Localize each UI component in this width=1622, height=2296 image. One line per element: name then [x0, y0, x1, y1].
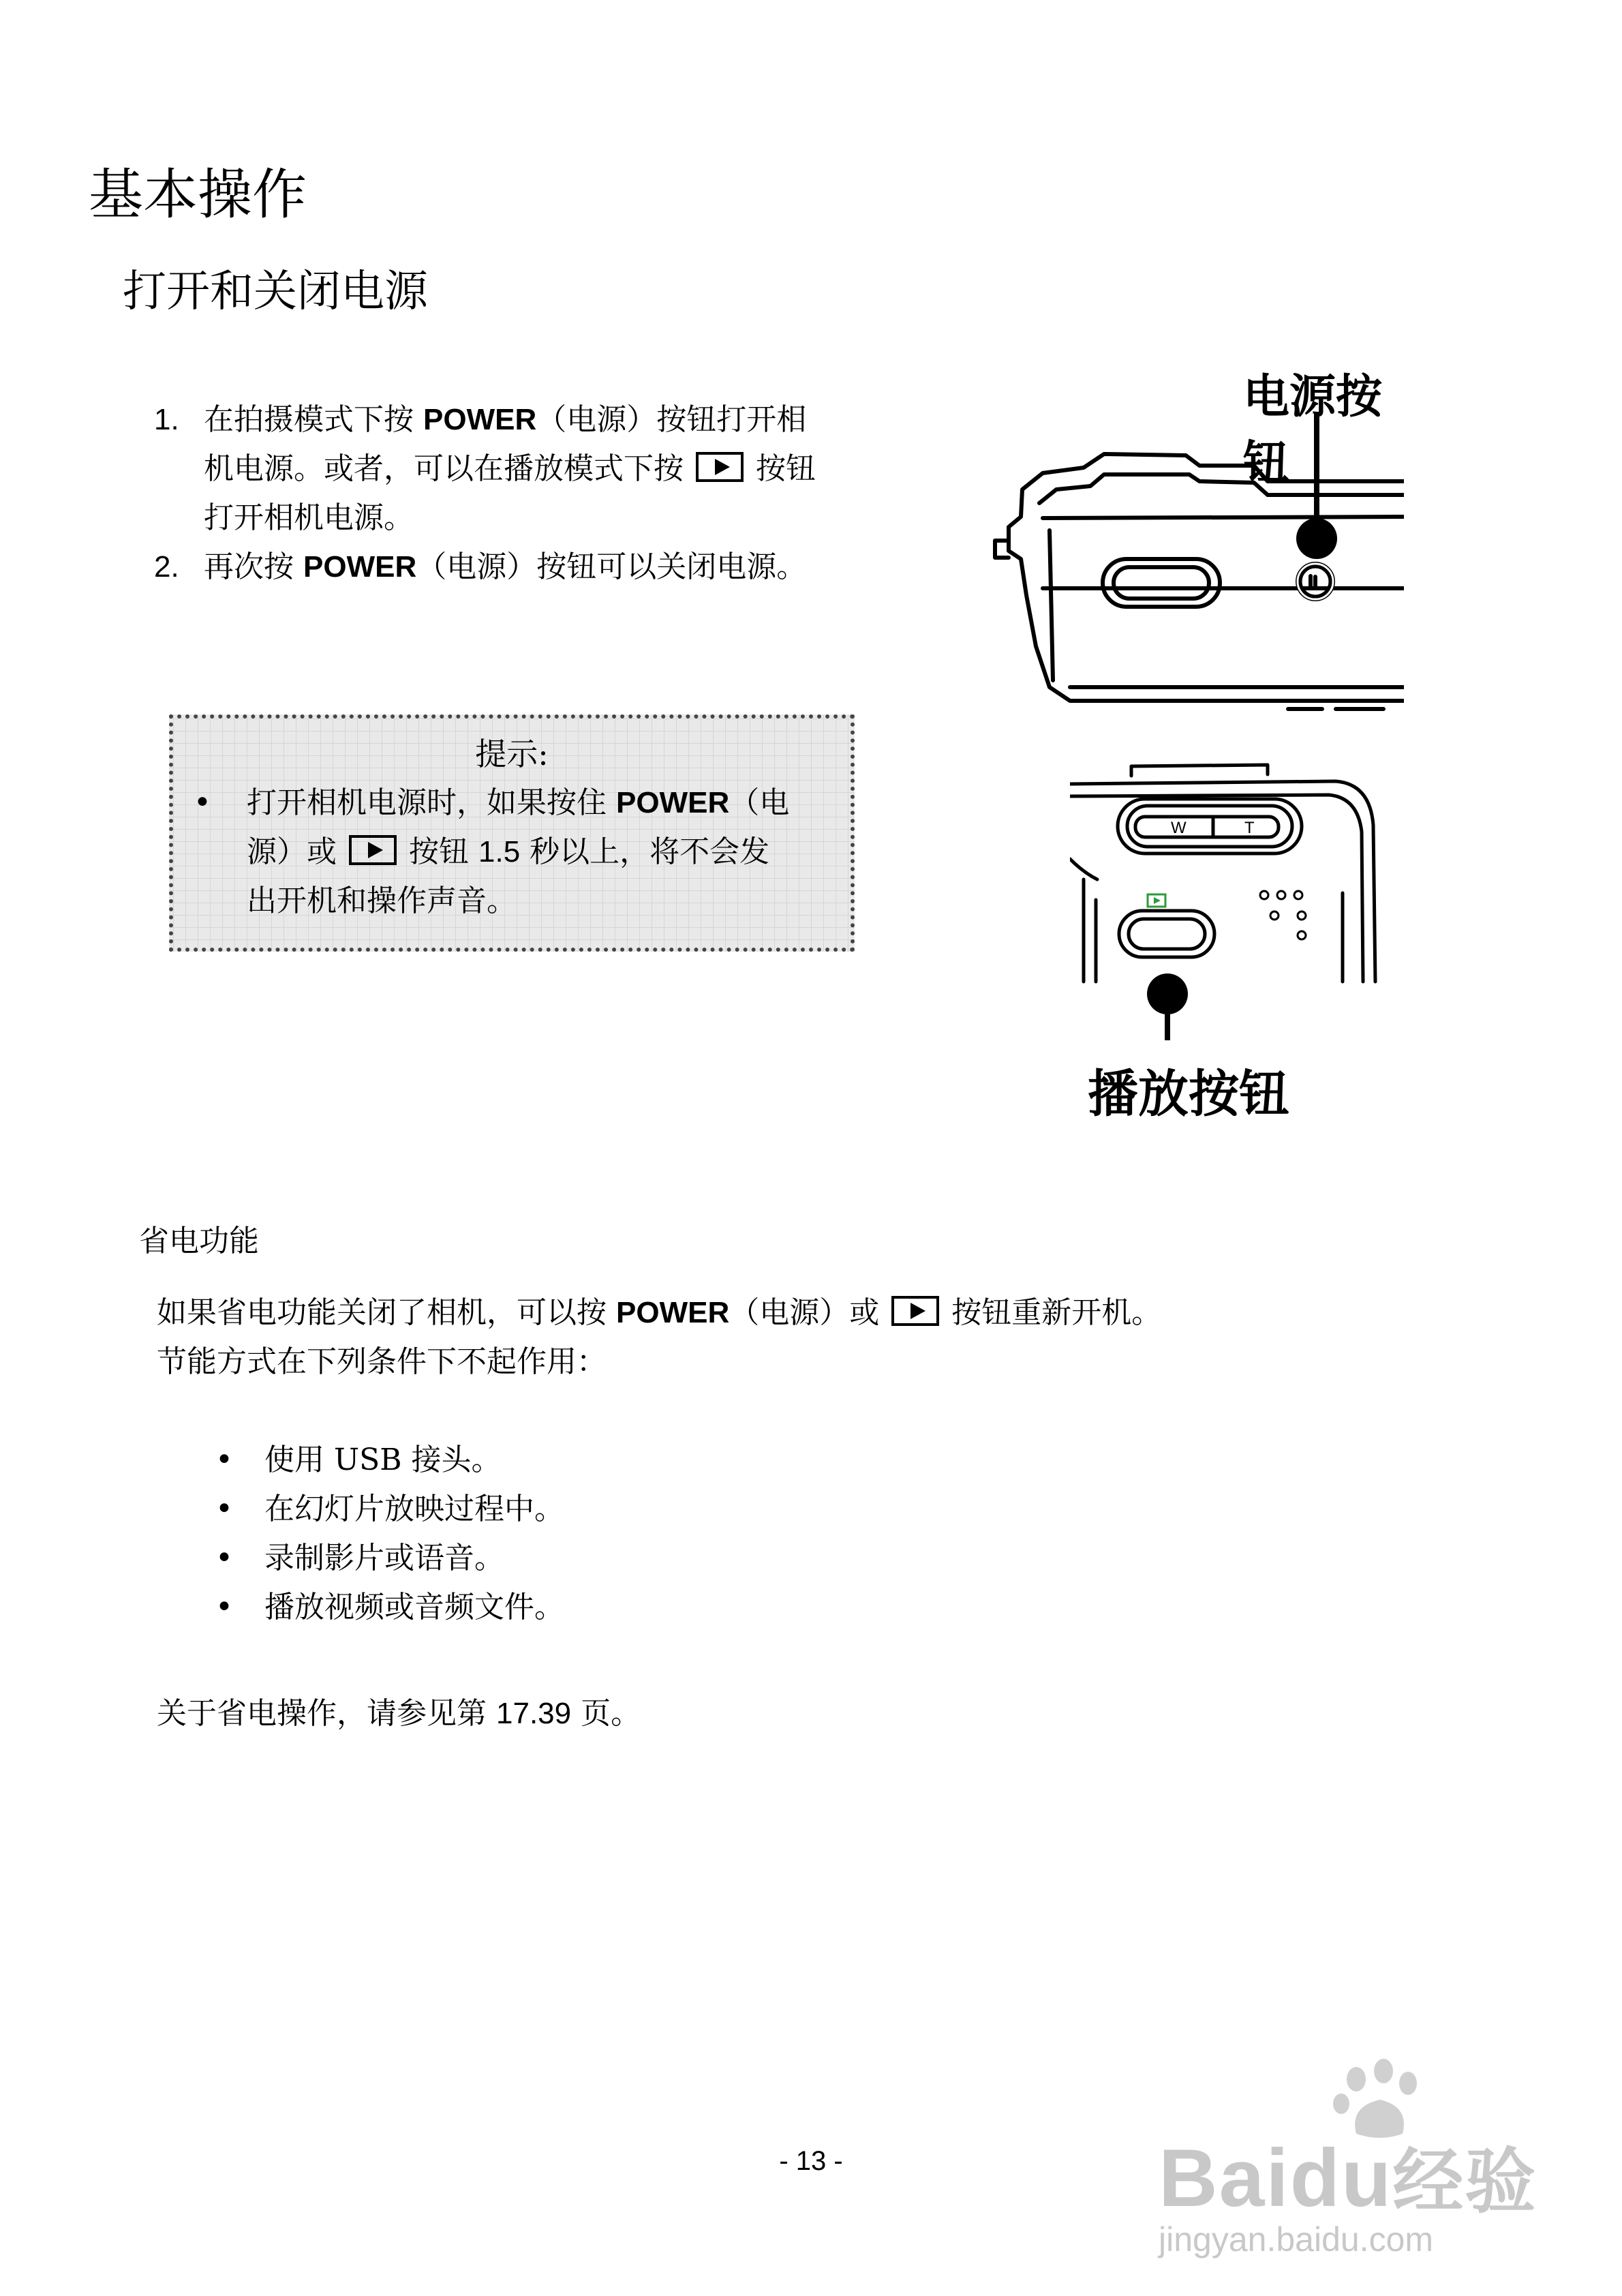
step-1-line-2: 机电源。或者，可以在播放模式下按 按钮: [204, 451, 816, 486]
baidu-jingyan-watermark: [1159, 2059, 1595, 2263]
step-number: 2.: [154, 550, 179, 584]
page-heading: 基本操作: [89, 163, 307, 226]
watermark-brand-2: du: [1289, 2132, 1393, 2224]
power-keyword: POWER: [616, 1296, 730, 1329]
step-2: 2. 再次按 POWER（电源）按钮可以关闭电源。: [154, 543, 917, 592]
playback-button-caption: 播放按钮: [1088, 1065, 1289, 1123]
zoom-t-label: T: [1244, 819, 1255, 837]
camera-top-illustration: [968, 360, 1404, 728]
list-item: • 使用 USB 接头。: [215, 1442, 502, 1477]
power-button-caption: 电源按钮: [1243, 370, 1383, 490]
step-1: [154, 395, 917, 543]
playback-button-figure: [1070, 757, 1390, 1125]
page-number: - 13 -: [779, 2146, 843, 2176]
power-keyword: POWER: [423, 403, 537, 436]
section-heading: 打开和关闭电源: [123, 267, 428, 317]
watermark-brand: Bai: [1159, 2132, 1290, 2224]
power-saving-title: 省电功能: [139, 1224, 259, 1258]
power-steps: [154, 395, 917, 592]
power-saving-paragraph: 如果省电功能关闭了相机，可以按 POWER（电源）或 按钮重新开机。 节能方式在下列条件下不起作用：: [157, 1295, 1162, 1379]
bullet: •: [194, 785, 211, 820]
step-1-line-1: 在拍摄模式下按 POWER（电源）按钮打开相: [204, 402, 807, 437]
exception-list: [215, 1436, 1306, 1632]
power-keyword: POWER: [616, 786, 730, 819]
zoom-w-label: W: [1171, 819, 1187, 837]
step-number: 1.: [154, 403, 179, 436]
list-item: • 在幻灯片放映过程中。: [215, 1492, 564, 1526]
power-button-figure: [968, 360, 1404, 728]
power-keyword: POWER: [303, 550, 417, 584]
tip-item: • 打开相机电源时，如果按住 POWER（电 源）或 按钮 1.5 秒以上，将不会发 出开机和操作声音。: [173, 779, 851, 926]
list-item: • 播放视频或音频文件。: [215, 1590, 564, 1625]
watermark-jingyan: 经验: [1392, 2143, 1537, 2222]
playback-icon: [349, 835, 397, 865]
watermark-url: jingyan.baidu.com: [1159, 2220, 1434, 2259]
tip-box: [169, 714, 855, 952]
step-1-line-3: 打开相机电源。: [204, 500, 414, 535]
playback-icon: [696, 452, 744, 482]
list-item: • 录制影片或语音。: [215, 1541, 504, 1575]
page-reference: 关于省电操作，请参见第 17.39 页。: [157, 1696, 641, 1731]
playback-icon: [891, 1296, 939, 1326]
camera-back-illustration: [1070, 757, 1390, 1016]
tip-title: 提示:: [475, 736, 549, 772]
